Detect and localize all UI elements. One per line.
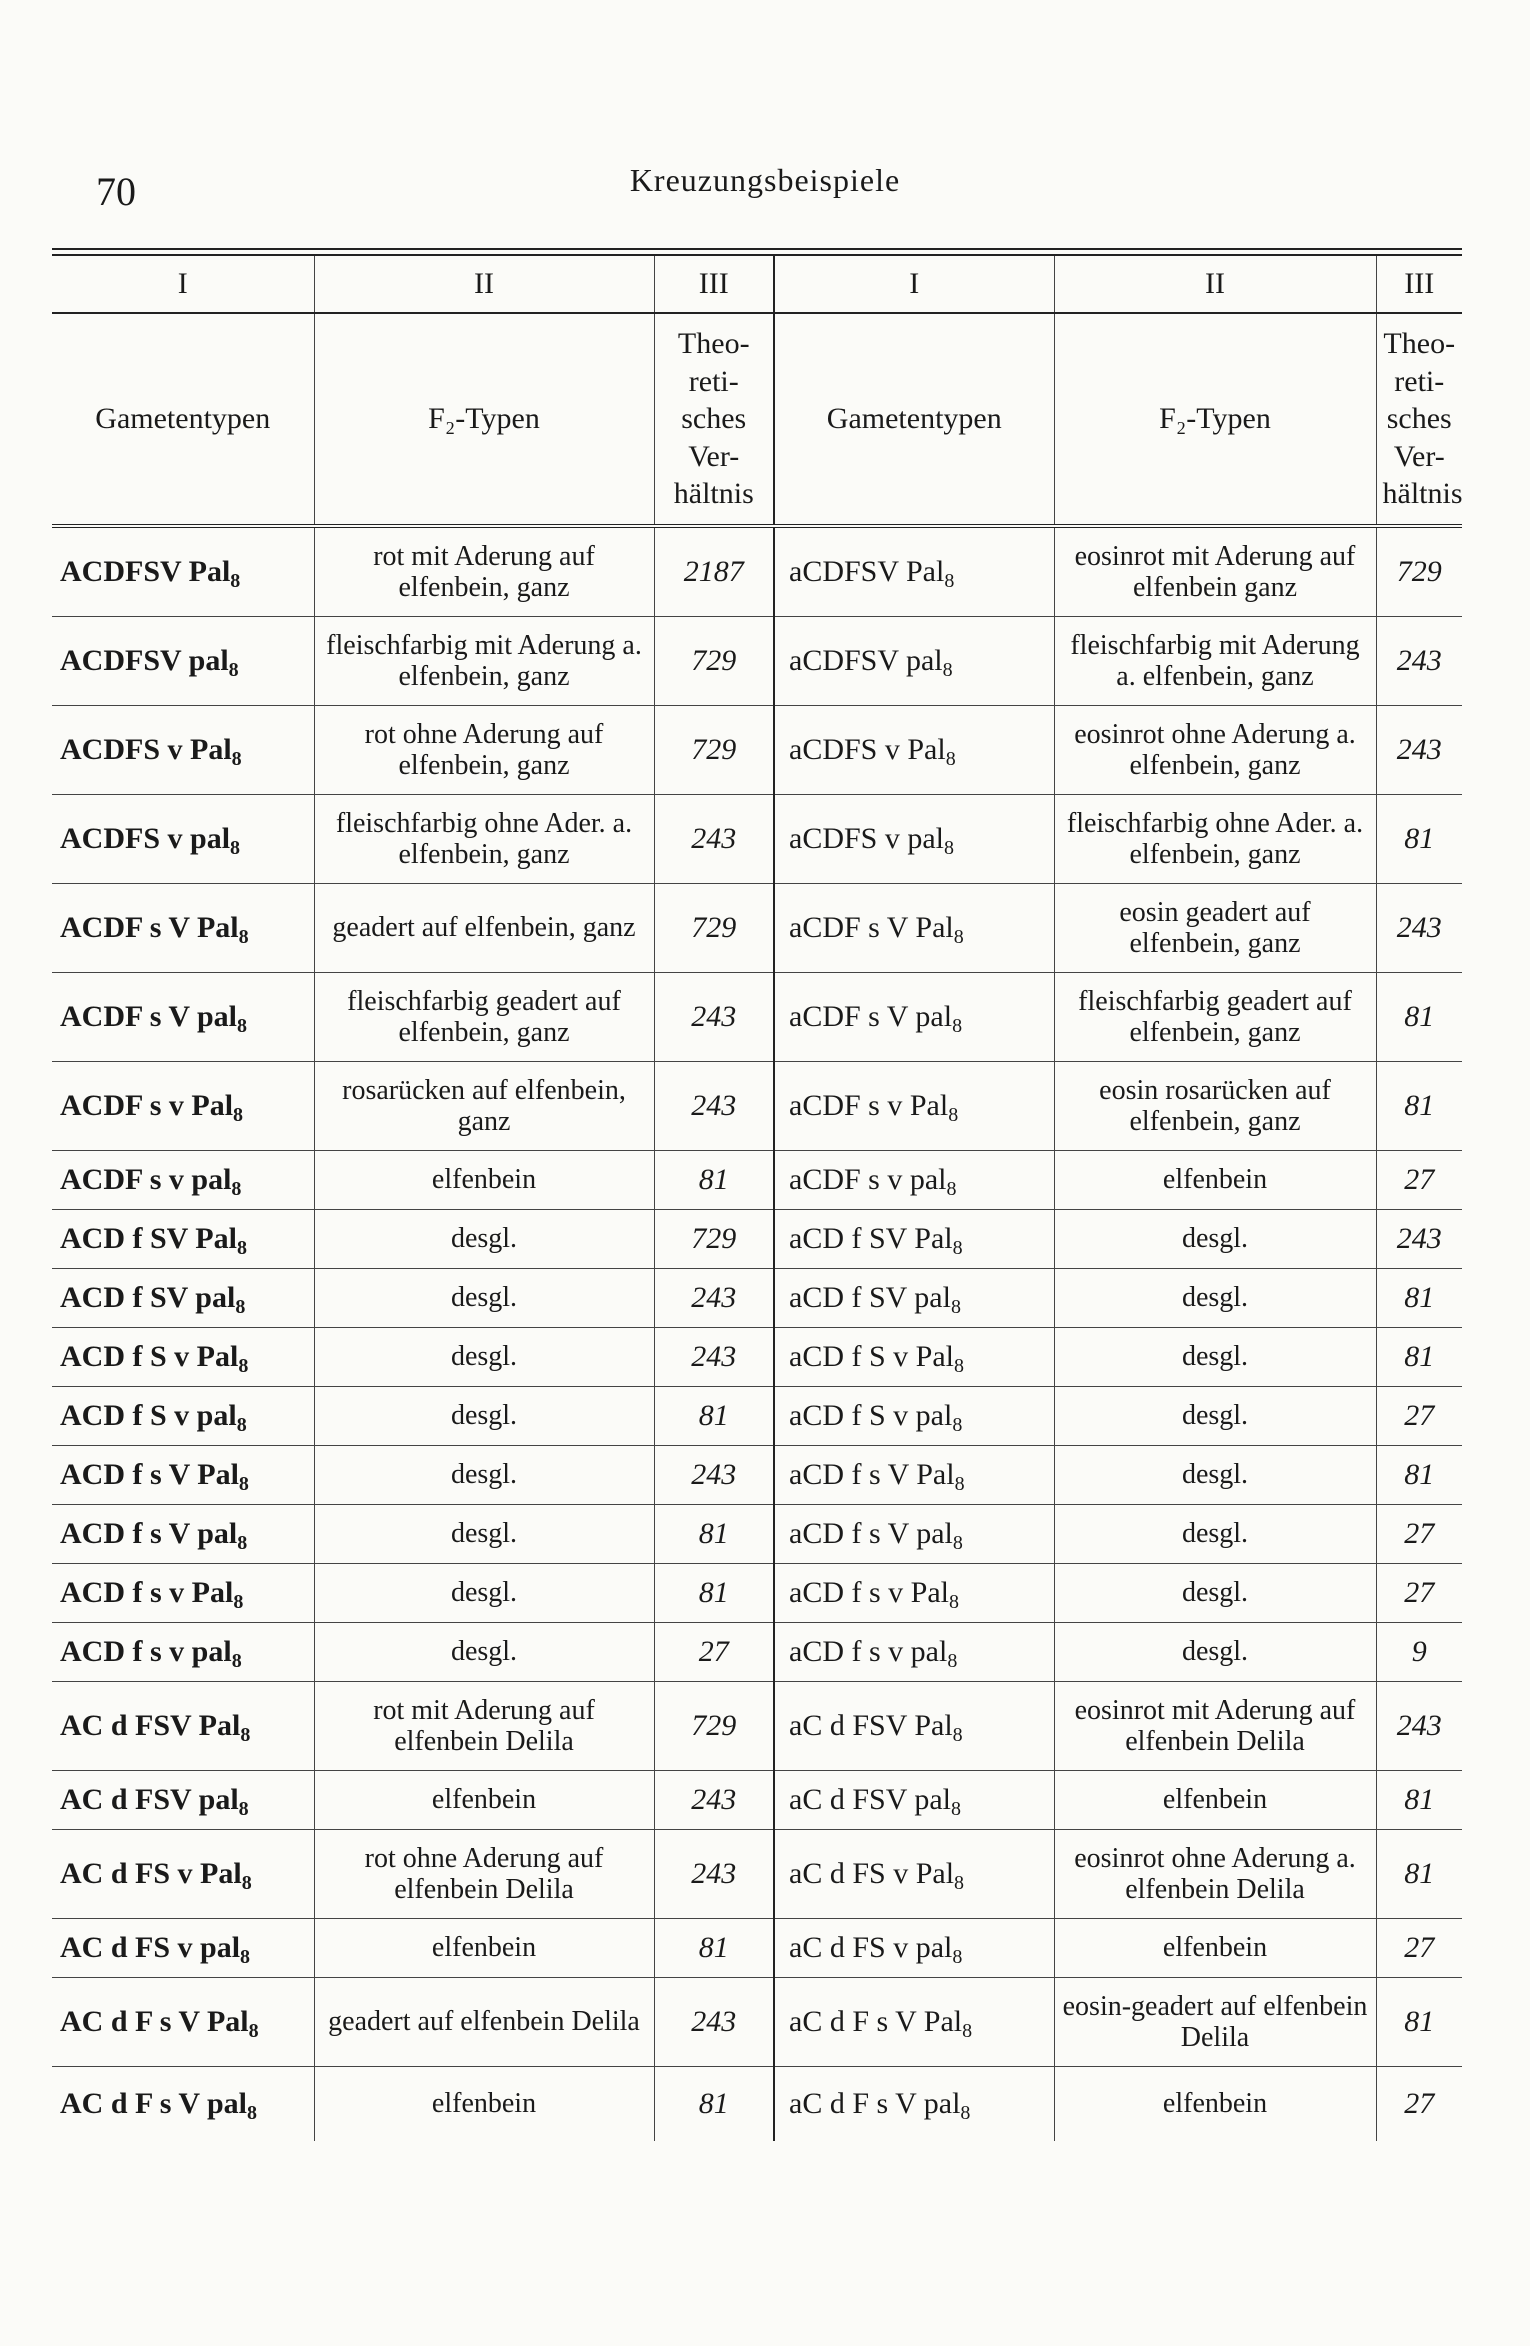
subscript: 8 — [238, 1798, 249, 1821]
table-row — [52, 706, 1462, 795]
gamete-type-cell: ACDF s V Pal$_8$ — [52, 884, 314, 973]
ratio-cell: 27 — [1376, 1564, 1462, 1623]
table-row — [52, 1446, 1462, 1505]
ratio-cell: 81 — [1376, 1328, 1462, 1387]
f2-type-cell: fleischfarbig mit Aderung a. elfenbein, ganz — [314, 617, 654, 706]
gamete-type-cell: aCD f SV Pal$_8$ — [774, 1210, 1054, 1269]
table-row — [52, 1830, 1462, 1919]
ratio-cell: 243 — [1376, 1682, 1462, 1771]
subscript: 8 — [948, 1104, 959, 1127]
subscript: 8 — [944, 570, 955, 593]
gamete-type-cell: aCDF s V pal$_8$ — [774, 973, 1054, 1062]
subscript: 8 — [949, 1591, 959, 1614]
f2-type-cell: rosarücken auf elfenbein, ganz — [314, 1062, 654, 1151]
subscript: 8 — [248, 2020, 259, 2043]
gamete-type-cell: ACDF s v Pal$_8$ — [52, 1062, 314, 1151]
gamete-type-cell: aCD f s v pal$_8$ — [774, 1623, 1054, 1682]
ratio-cell: 81 — [654, 1919, 774, 1978]
subscript: 8 — [236, 1414, 247, 1437]
subscript: 8 — [238, 1473, 249, 1496]
f2-type-cell: eosinrot ohne Aderung a. elfenbein Delila — [1054, 1830, 1376, 1919]
table-row — [52, 1210, 1462, 1269]
subscript: 8 — [240, 1946, 251, 1969]
ratio-cell: 81 — [654, 1387, 774, 1446]
f2-type-cell: geadert auf elfenbein Delila — [314, 1978, 654, 2067]
f2-type-cell: desgl. — [314, 1623, 654, 1682]
gamete-type-cell: ACD f S v Pal$_8$ — [52, 1328, 314, 1387]
ratio-cell: 729 — [654, 1682, 774, 1771]
f2-type-cell: rot ohne Aderung auf elfenbein, ganz — [314, 706, 654, 795]
f2-type-cell: elfenbein — [1054, 1919, 1376, 1978]
subscript: 8 — [954, 1355, 964, 1378]
ratio-cell: 243 — [654, 1328, 774, 1387]
gamete-type-cell: ACDFS v pal$_8$ — [52, 795, 314, 884]
gamete-type-cell: ACD f s V Pal$_8$ — [52, 1446, 314, 1505]
subscript: 8 — [952, 1724, 963, 1747]
col-number: II — [1054, 255, 1376, 313]
ratio-cell: 27 — [1376, 1387, 1462, 1446]
ratio-cell: 729 — [654, 884, 774, 973]
gamete-type-cell: ACDFS v Pal$_8$ — [52, 706, 314, 795]
f2-type-cell: elfenbein — [314, 1151, 654, 1210]
f2-type-cell: rot mit Aderung auf elfenbein, ganz — [314, 526, 654, 617]
ratio-cell: 81 — [654, 2067, 774, 2142]
gamete-type-cell: aCDFSV Pal$_8$ — [774, 526, 1054, 617]
f2-type-cell: desgl. — [1054, 1505, 1376, 1564]
header-f2-typen: F₂-Typen — [1054, 313, 1376, 526]
gamete-type-cell: aC d FSV pal$_8$ — [774, 1771, 1054, 1830]
subscript: 8 — [231, 1650, 242, 1673]
gamete-type-cell: AC d FS v pal$_8$ — [52, 1919, 314, 1978]
gamete-type-cell: aC d FS v pal$_8$ — [774, 1919, 1054, 1978]
ratio-cell: 243 — [1376, 1210, 1462, 1269]
table-row — [52, 1978, 1462, 2067]
header-verhaeltnis: Theo- reti- sches Ver- hältnis — [654, 313, 774, 526]
subscript: 8 — [945, 748, 956, 771]
f2-type-cell: desgl. — [1054, 1564, 1376, 1623]
ratio-cell: 81 — [1376, 1830, 1462, 1919]
col-number: II — [314, 255, 654, 313]
gamete-type-cell: AC d FSV Pal$_8$ — [52, 1682, 314, 1771]
table-row — [52, 884, 1462, 973]
ratio-cell: 243 — [1376, 706, 1462, 795]
gamete-type-cell: aCD f s v Pal$_8$ — [774, 1564, 1054, 1623]
subscript: 8 — [953, 926, 964, 949]
header-verhaeltnis: Theo- reti- sches Ver- hältnis — [1376, 313, 1462, 526]
ratio-cell: 27 — [1376, 1151, 1462, 1210]
col-number: I — [774, 255, 1054, 313]
table-row — [52, 973, 1462, 1062]
subscript: 8 — [230, 837, 241, 860]
table-row — [52, 1623, 1462, 1682]
gamete-type-cell: AC d F s V pal$_8$ — [60, 2087, 258, 2125]
ratio-cell: 27 — [1376, 1505, 1462, 1564]
f2-type-cell: eosin rosarücken auf elfenbein, ganz — [1054, 1062, 1376, 1151]
subscript: 8 — [236, 1015, 247, 1038]
ratio-cell: 243 — [1376, 617, 1462, 706]
ratio-cell: 2187 — [654, 526, 774, 617]
table-row — [52, 1919, 1462, 1978]
gamete-type-cell: ACDF s V pal$_8$ — [52, 973, 314, 1062]
f2-type-cell: desgl. — [1054, 1387, 1376, 1446]
ratio-cell: 81 — [1376, 1269, 1462, 1328]
table-row — [52, 1682, 1462, 1771]
subscript: 8 — [235, 1296, 246, 1319]
page-number: 70 — [96, 169, 136, 214]
ratio-cell: 729 — [654, 1210, 774, 1269]
ratio-cell: 729 — [654, 706, 774, 795]
ratio-cell: 243 — [654, 973, 774, 1062]
col-number: III — [654, 255, 774, 313]
ratio-cell: 243 — [654, 1830, 774, 1919]
f2-type-cell: elfenbein — [1054, 1771, 1376, 1830]
subscript: 8 — [950, 1798, 961, 1821]
subscript: 8 — [241, 1872, 252, 1895]
gamete-type-cell: ACD f S v pal$_8$ — [52, 1387, 314, 1446]
subscript: 8 — [962, 2020, 973, 2043]
f2-type-cell: fleischfarbig geadert auf elfenbein, ganz — [314, 973, 654, 1062]
ratio-cell: 27 — [1376, 1919, 1462, 1978]
table-row — [52, 617, 1462, 706]
f2-type-cell: fleischfarbig ohne Ader. a. elfenbein, ganz — [1054, 795, 1376, 884]
f2-type-cell: desgl. — [314, 1387, 654, 1446]
f2-type-cell: fleischfarbig ohne Ader. a. elfenbein, ganz — [314, 795, 654, 884]
header-gametentypen: Gametentypen — [52, 313, 314, 526]
f2-type-cell: fleischfarbig geadert auf elfenbein, ganz — [1054, 973, 1376, 1062]
ratio-cell: 243 — [654, 1269, 774, 1328]
f2-type-cell: eosin-geadert auf elfenbein Delila — [1054, 1978, 1376, 2067]
ratio-cell: 27 — [654, 1623, 774, 1682]
subscript: 8 — [233, 1591, 244, 1614]
gamete-type-cell: aCDFS v Pal$_8$ — [774, 706, 1054, 795]
gamete-type-cell: ACDF s v pal$_8$ — [52, 1151, 314, 1210]
table-row — [52, 526, 1462, 617]
ratio-cell: 81 — [1376, 973, 1462, 1062]
subscript: 8 — [944, 837, 955, 860]
f2-type-cell: desgl. — [1054, 1328, 1376, 1387]
subscript: 8 — [228, 659, 239, 682]
f2-type-cell: geadert auf elfenbein, ganz — [314, 884, 654, 973]
f2-type-cell: desgl. — [1054, 1269, 1376, 1328]
table-row — [52, 1505, 1462, 1564]
ratio-cell: 243 — [654, 795, 774, 884]
ratio-cell: 81 — [1376, 1978, 1462, 2067]
subscript: 8 — [231, 748, 242, 771]
ratio-cell: 729 — [1376, 526, 1462, 617]
gamete-type-cell: ACDFSV pal$_8$ — [52, 617, 314, 706]
subscript: 8 — [230, 570, 241, 593]
subscript: 8 — [237, 1532, 248, 1555]
subscript: 8 — [247, 2102, 258, 2125]
f2-type-cell: elfenbein — [314, 1919, 654, 1978]
subscript: 8 — [952, 1532, 963, 1555]
col-number: III — [1376, 255, 1462, 313]
ratio-cell: 243 — [654, 1771, 774, 1830]
subscript: 8 — [942, 659, 953, 682]
subscript: 8 — [233, 1104, 244, 1127]
subscript: 8 — [946, 1178, 957, 1201]
table-row — [52, 2067, 1462, 2142]
ratio-cell: 81 — [1376, 1446, 1462, 1505]
ratio-cell: 243 — [654, 1978, 774, 2067]
running-head: Kreuzungsbeispiele — [629, 162, 901, 198]
f2-type-cell: desgl. — [1054, 1446, 1376, 1505]
gamete-type-cell: aCD f S v pal$_8$ — [774, 1387, 1054, 1446]
subscript: 8 — [238, 926, 249, 949]
subscript: 8 — [231, 1178, 242, 1201]
f2-type-cell: desgl. — [314, 1269, 654, 1328]
gamete-type-cell: aCDFSV pal$_8$ — [774, 617, 1054, 706]
subscript: 8 — [952, 1237, 963, 1260]
top-rule — [52, 248, 1462, 250]
header-gametentypen: Gametentypen — [774, 313, 1054, 526]
subscript: 8 — [960, 2102, 971, 2125]
table-row — [52, 1387, 1462, 1446]
ratio-cell: 81 — [1376, 1062, 1462, 1151]
gamete-table — [52, 254, 1462, 2141]
ratio-cell: 243 — [1376, 884, 1462, 973]
subscript: 8 — [240, 1724, 251, 1747]
f2-type-cell: eosin geadert auf elfenbein, ganz — [1054, 884, 1376, 973]
ratio-cell: 243 — [654, 1062, 774, 1151]
gamete-type-cell: aCD f SV pal$_8$ — [774, 1269, 1054, 1328]
ratio-cell: 27 — [1376, 2067, 1462, 2142]
gamete-type-cell: aC d F s V pal$_8$ — [774, 2067, 1054, 2142]
gamete-type-cell: ACD f s v pal$_8$ — [52, 1623, 314, 1682]
table-row — [52, 1062, 1462, 1151]
f2-type-cell: desgl. — [1054, 1623, 1376, 1682]
subscript: 8 — [236, 1237, 247, 1260]
table-row — [52, 795, 1462, 884]
ratio-cell: 81 — [654, 1564, 774, 1623]
gamete-type-cell: aCD f s V pal$_8$ — [774, 1505, 1054, 1564]
f2-type-cell: desgl. — [314, 1446, 654, 1505]
gamete-type-cell: ACD f s V pal$_8$ — [52, 1505, 314, 1564]
f2-type-cell: eosinrot mit Aderung auf elfenbein Delila — [1054, 1682, 1376, 1771]
gamete-type-cell: AC d FS v Pal$_8$ — [52, 1830, 314, 1919]
gamete-type-cell: ACD f SV Pal$_8$ — [52, 1210, 314, 1269]
gamete-type-cell: aCDF s v pal$_8$ — [774, 1151, 1054, 1210]
gamete-type-cell: ACDFSV Pal$_8$ — [52, 526, 314, 617]
f2-type-cell: elfenbein — [314, 1771, 654, 1830]
gamete-type-cell: AC d FSV pal$_8$ — [52, 1771, 314, 1830]
f2-type-cell: eosinrot mit Aderung auf elfenbein ganz — [1054, 526, 1376, 617]
header-f2-typen: F₂-Typen — [314, 313, 654, 526]
gamete-type-cell: aC d F s V Pal$_8$ — [774, 1978, 1054, 2067]
gamete-type-cell: ACD f SV pal$_8$ — [52, 1269, 314, 1328]
f2-type-cell: desgl. — [1054, 1210, 1376, 1269]
subscript: 8 — [950, 1296, 961, 1319]
gamete-type-cell: aCDF s V Pal$_8$ — [774, 884, 1054, 973]
ratio-cell: 81 — [1376, 1771, 1462, 1830]
subscript: 8 — [952, 1414, 963, 1437]
gamete-type-cell: aC d FSV Pal$_8$ — [774, 1682, 1054, 1771]
table-row — [52, 1771, 1462, 1830]
subscript: 8 — [947, 1650, 958, 1673]
ratio-cell: 243 — [654, 1446, 774, 1505]
f2-type-cell: rot mit Aderung auf elfenbein Delila — [314, 1682, 654, 1771]
crossing-table — [52, 248, 1462, 2141]
f2-type-cell: eosinrot ohne Aderung a. elfenbein, ganz — [1054, 706, 1376, 795]
f2-type-cell: desgl. — [314, 1210, 654, 1269]
ratio-cell: 9 — [1376, 1623, 1462, 1682]
subscript: 8 — [954, 1872, 965, 1895]
f2-type-cell: elfenbein — [1054, 2067, 1376, 2142]
ratio-cell: 729 — [654, 617, 774, 706]
gamete-type-cell: aCD f S v Pal$_8$ — [774, 1328, 1054, 1387]
subscript: 8 — [952, 1015, 963, 1038]
f2-type-cell: fleischfarbig mit Aderung a. elfenbein, ganz — [1054, 617, 1376, 706]
ratio-cell: 81 — [654, 1151, 774, 1210]
gamete-type-cell: aCDFS v pal$_8$ — [774, 795, 1054, 884]
f2-type-cell: elfenbein — [1054, 1151, 1376, 1210]
gamete-type-cell: aCD f s V Pal$_8$ — [774, 1446, 1054, 1505]
ratio-cell: 81 — [654, 1505, 774, 1564]
gamete-type-cell: AC d F s V Pal$_8$ — [52, 1978, 314, 2067]
f2-type-cell: desgl. — [314, 1505, 654, 1564]
ratio-cell: 81 — [1376, 795, 1462, 884]
f2-type-cell: desgl. — [314, 1564, 654, 1623]
subscript: 8 — [954, 1473, 965, 1496]
gamete-type-cell: aC d FS v Pal$_8$ — [774, 1830, 1054, 1919]
col-number: I — [52, 255, 314, 313]
subscript: 8 — [238, 1355, 249, 1378]
table-row — [52, 1564, 1462, 1623]
f2-type-cell: rot ohne Aderung auf elfenbein Delila — [314, 1830, 654, 1919]
subscript: 8 — [952, 1946, 963, 1969]
f2-type-cell: elfenbein — [314, 2067, 654, 2142]
gamete-type-cell: ACD f s v Pal$_8$ — [52, 1564, 314, 1623]
table-row — [52, 1269, 1462, 1328]
table-body — [52, 526, 1462, 2141]
table-row — [52, 1151, 1462, 1210]
f2-type-cell: desgl. — [314, 1328, 654, 1387]
table-row — [52, 1328, 1462, 1387]
gamete-type-cell: aCDF s v Pal$_8$ — [774, 1062, 1054, 1151]
